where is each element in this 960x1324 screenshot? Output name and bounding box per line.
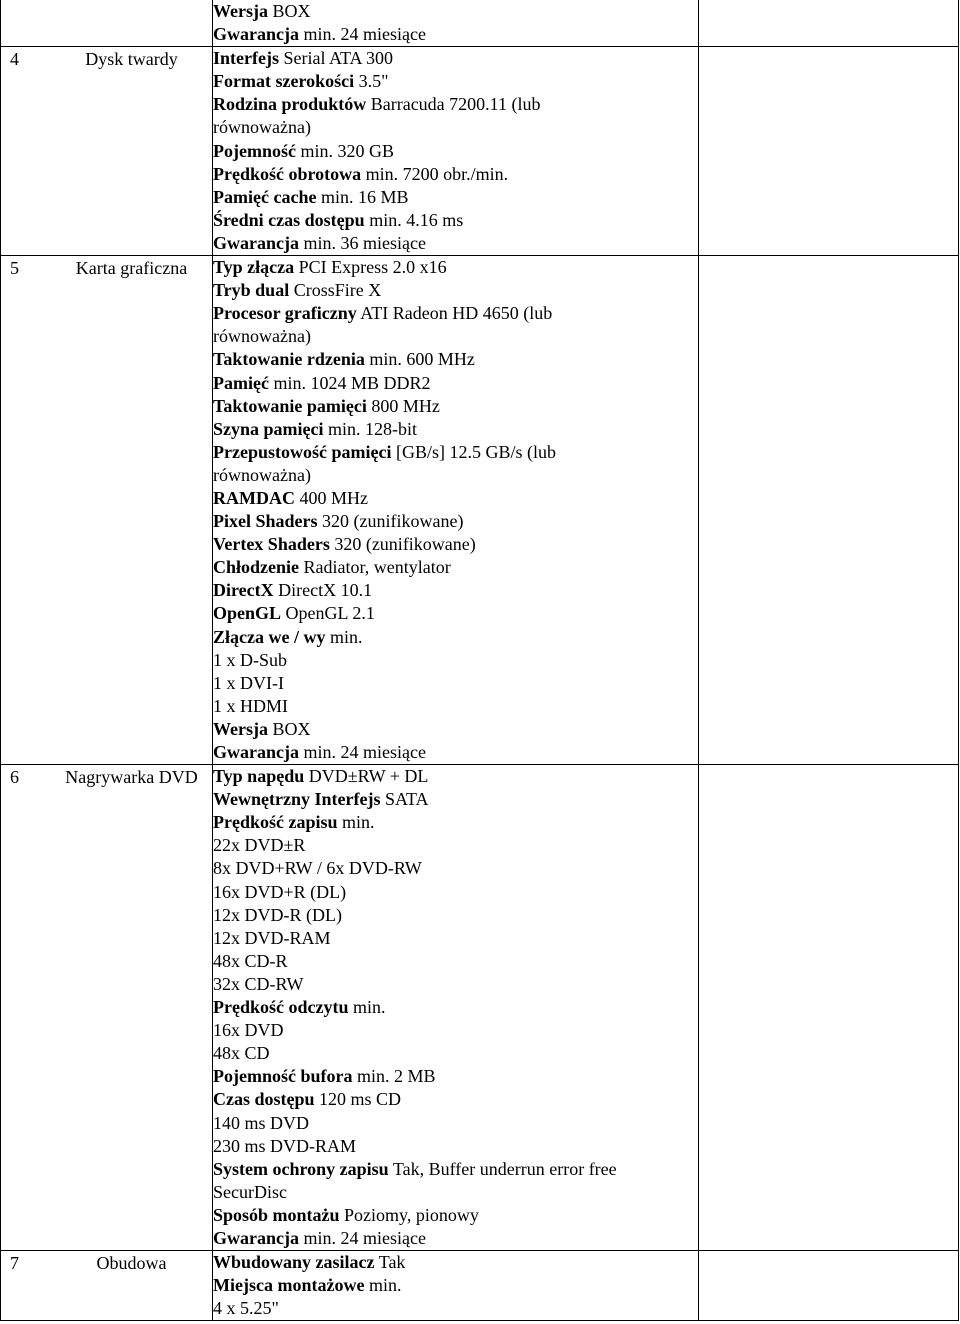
spec-line	[213, 672, 698, 695]
spec-label: Wewnętrzny Interfejs	[213, 789, 381, 810]
spec-line	[213, 1112, 698, 1135]
spec-label: Typ napędu	[213, 766, 305, 787]
spec-line	[213, 718, 698, 741]
spec-line	[213, 996, 698, 1019]
spec-value: 22x DVD±R	[213, 835, 306, 856]
row-number: 6	[10, 767, 19, 788]
spec-value: Poziomy, pionowy	[339, 1204, 479, 1225]
spec-line	[213, 904, 698, 927]
spec-value: min. 36 miesiące	[298, 232, 426, 253]
spec-value: 400 MHz	[294, 487, 368, 508]
spec-label: DirectX	[213, 580, 274, 601]
spec-value: 800 MHz	[366, 395, 440, 416]
spec-line	[213, 1135, 698, 1158]
spec-label: Gwarancja	[213, 24, 299, 45]
spec-value: min. 16 MB	[316, 186, 409, 207]
spec-value: SecurDisc	[213, 1181, 287, 1202]
table-row	[1, 0, 959, 47]
spec-line	[213, 1065, 698, 1088]
spec-line	[213, 1019, 698, 1042]
component-name: Nagrywarka DVD	[65, 767, 198, 788]
spec-value: DVD±RW + DL	[304, 766, 429, 787]
spec-label: OpenGL	[213, 603, 282, 624]
spec-value: min.	[364, 1275, 402, 1296]
component-cell	[1, 1251, 213, 1321]
spec-value: min. 24 miesiące	[298, 1227, 426, 1248]
spec-value: min. 320 GB	[295, 140, 394, 161]
offered-value-cell	[699, 1251, 959, 1321]
spec-line	[213, 1088, 698, 1111]
spec-label: Przepustowość pamięci	[213, 441, 392, 462]
spec-line	[213, 1042, 698, 1065]
spec-line	[213, 302, 698, 325]
spec-label: System ochrony zapisu	[213, 1158, 389, 1179]
spec-line	[213, 70, 698, 93]
spec-value: 4 x 5.25"	[213, 1298, 279, 1319]
row-number: 4	[10, 49, 19, 70]
spec-value: Radiator, wentylator	[299, 557, 451, 578]
spec-value: min. 7200 obr./min.	[361, 163, 509, 184]
spec-line	[213, 348, 698, 371]
table-row	[1, 256, 959, 765]
spec-value: min. 4.16 ms	[364, 209, 464, 230]
spec-line	[213, 325, 698, 348]
spec-line	[213, 695, 698, 718]
spec-line	[213, 372, 698, 395]
spec-value: min. 128-bit	[323, 418, 417, 439]
offered-value-cell	[699, 0, 959, 47]
spec-label: Tryb dual	[213, 280, 290, 301]
spec-value: 230 ms DVD-RAM	[213, 1135, 357, 1156]
spec-value: 320 (zunifikowane)	[317, 511, 464, 532]
spec-label: Chłodzenie	[213, 557, 300, 578]
spec-label: Interfejs	[213, 48, 279, 69]
spec-label: Miejsca montażowe	[213, 1275, 365, 1296]
spec-label: Wersja	[213, 718, 268, 739]
spec-line	[213, 811, 698, 834]
table-row	[1, 765, 959, 1251]
spec-value: DirectX 10.1	[273, 580, 373, 601]
spec-value: 12x DVD-RAM	[213, 927, 331, 948]
spec-line	[213, 256, 698, 279]
spec-line	[213, 140, 698, 163]
spec-line	[213, 579, 698, 602]
spec-line	[213, 1204, 698, 1227]
spec-label: Pamięć	[213, 372, 269, 393]
spec-line	[213, 1274, 698, 1297]
spec-label: RAMDAC	[213, 487, 295, 508]
component-name: Obudowa	[96, 1253, 167, 1274]
spec-cell	[213, 0, 699, 47]
offered-value-cell	[699, 256, 959, 765]
spec-value: 320 (zunifikowane)	[329, 534, 476, 555]
spec-line	[213, 163, 698, 186]
spec-value: min.	[325, 626, 363, 647]
spec-label: Średni czas dostępu	[213, 209, 365, 230]
spec-line	[213, 232, 698, 255]
component-cell	[1, 0, 213, 47]
spec-line	[213, 881, 698, 904]
spec-value: min. 2 MB	[352, 1066, 436, 1087]
spec-value: 48x CD-R	[213, 950, 288, 971]
spec-line	[213, 927, 698, 950]
component-name: Karta graficzna	[75, 258, 188, 279]
spec-line	[213, 649, 698, 672]
spec-line	[213, 464, 698, 487]
spec-value: 48x CD	[213, 1043, 270, 1064]
spec-line	[213, 0, 698, 23]
spec-label: Pamięć cache	[213, 186, 317, 207]
spec-label: Vertex Shaders	[213, 534, 330, 555]
spec-line	[213, 950, 698, 973]
spec-value: min. 600 MHz	[364, 349, 475, 370]
row-number: 5	[10, 258, 19, 279]
spec-value: BOX	[267, 718, 311, 739]
spec-label: Taktowanie rdzenia	[213, 349, 365, 370]
spec-line	[213, 209, 698, 232]
spec-value: 120 ms CD	[314, 1089, 402, 1110]
spec-line	[213, 533, 698, 556]
spec-value: Barracuda 7200.11 (lub	[366, 94, 541, 115]
spec-line	[213, 395, 698, 418]
spec-line	[213, 116, 698, 139]
spec-value: Tak	[374, 1252, 406, 1273]
spec-line	[213, 279, 698, 302]
spec-value: Tak, Buffer underrun error free	[388, 1158, 617, 1179]
spec-line	[213, 186, 698, 209]
spec-label: Szyna pamięci	[213, 418, 324, 439]
spec-line	[213, 741, 698, 764]
spec-line	[213, 602, 698, 625]
spec-value: 1 x HDMI	[213, 695, 288, 716]
spec-label: Sposób montażu	[213, 1204, 340, 1225]
spec-value: min. 1024 MB DDR2	[268, 372, 431, 393]
spec-value: 1 x D-Sub	[213, 649, 288, 670]
spec-value: min.	[348, 997, 386, 1018]
spec-line	[213, 510, 698, 533]
spec-value: min. 24 miesiące	[298, 24, 426, 45]
spec-cell	[213, 47, 699, 256]
spec-value: min.	[337, 812, 375, 833]
spec-value: 3.5"	[354, 71, 389, 92]
spec-label: Pojemność bufora	[213, 1066, 353, 1087]
spec-value: 1 x DVI-I	[213, 672, 284, 693]
spec-label: Wersja	[213, 1, 268, 21]
spec-value: 16x DVD	[213, 1020, 284, 1041]
spec-value: równoważna)	[213, 117, 311, 138]
offered-value-cell	[699, 765, 959, 1251]
component-name: Dysk twardy	[85, 49, 178, 70]
offered-value-cell	[699, 47, 959, 256]
component-cell	[1, 256, 213, 765]
spec-line	[213, 23, 698, 46]
spec-label: Procesor graficzny	[213, 303, 357, 324]
spec-label: Czas dostępu	[213, 1089, 315, 1110]
spec-cell	[213, 1251, 699, 1321]
spec-line	[213, 626, 698, 649]
table-row	[1, 1251, 959, 1321]
spec-value: 32x CD-RW	[213, 973, 304, 994]
spec-line	[213, 47, 698, 70]
spec-value: OpenGL 2.1	[281, 603, 375, 624]
spec-line	[213, 973, 698, 996]
spec-value: 8x DVD+RW / 6x DVD-RW	[213, 858, 422, 879]
spec-label: Rodzina produktów	[213, 94, 367, 115]
spec-line	[213, 487, 698, 510]
spec-value: PCI Express 2.0 x16	[294, 257, 447, 278]
spec-line	[213, 1251, 698, 1274]
spec-label: Prędkość odczytu	[213, 997, 349, 1018]
spec-line	[213, 1158, 698, 1181]
spec-label: Taktowanie pamięci	[213, 395, 367, 416]
spec-label: Pojemność	[213, 140, 296, 161]
spec-label: Typ złącza	[213, 257, 295, 278]
spec-value: 16x DVD+R (DL)	[213, 881, 347, 902]
spec-label: Gwarancja	[213, 1227, 299, 1248]
spec-line	[213, 441, 698, 464]
row-number: 7	[10, 1253, 19, 1274]
spec-line	[213, 93, 698, 116]
spec-label: Złącza we / wy	[213, 626, 326, 647]
spec-line	[213, 834, 698, 857]
spec-value: CrossFire X	[289, 280, 382, 301]
spec-cell	[213, 256, 699, 765]
spec-line	[213, 1297, 698, 1320]
spec-label: Wbudowany zasilacz	[213, 1252, 375, 1273]
spec-line	[213, 857, 698, 880]
spec-label: Prędkość obrotowa	[213, 163, 362, 184]
spec-label: Gwarancja	[213, 232, 299, 253]
spec-value: równoważna)	[213, 464, 311, 485]
spec-line	[213, 1227, 698, 1250]
component-cell	[1, 765, 213, 1251]
spec-value: Serial ATA 300	[278, 48, 394, 69]
spec-value: min. 24 miesiące	[298, 742, 426, 762]
spec-table-body	[1, 0, 959, 1321]
spec-line	[213, 418, 698, 441]
spec-value: ATI Radeon HD 4650 (lub	[356, 303, 553, 324]
spec-cell	[213, 765, 699, 1251]
component-cell	[1, 47, 213, 256]
table-row	[1, 47, 959, 256]
spec-value: [GB/s] 12.5 GB/s (lub	[391, 441, 556, 462]
spec-value: SATA	[380, 789, 429, 810]
spec-label: Gwarancja	[213, 742, 299, 762]
spec-line	[213, 788, 698, 811]
spec-line	[213, 1181, 698, 1204]
spec-value: BOX	[267, 1, 311, 21]
spec-line	[213, 765, 698, 788]
spec-line	[213, 556, 698, 579]
spec-label: Pixel Shaders	[213, 511, 318, 532]
spec-value: 12x DVD-R (DL)	[213, 904, 342, 925]
spec-label: Format szerokości	[213, 71, 355, 92]
spec-value: 140 ms DVD	[213, 1112, 310, 1133]
spec-label: Prędkość zapisu	[213, 812, 338, 833]
spec-value: równoważna)	[213, 326, 311, 347]
